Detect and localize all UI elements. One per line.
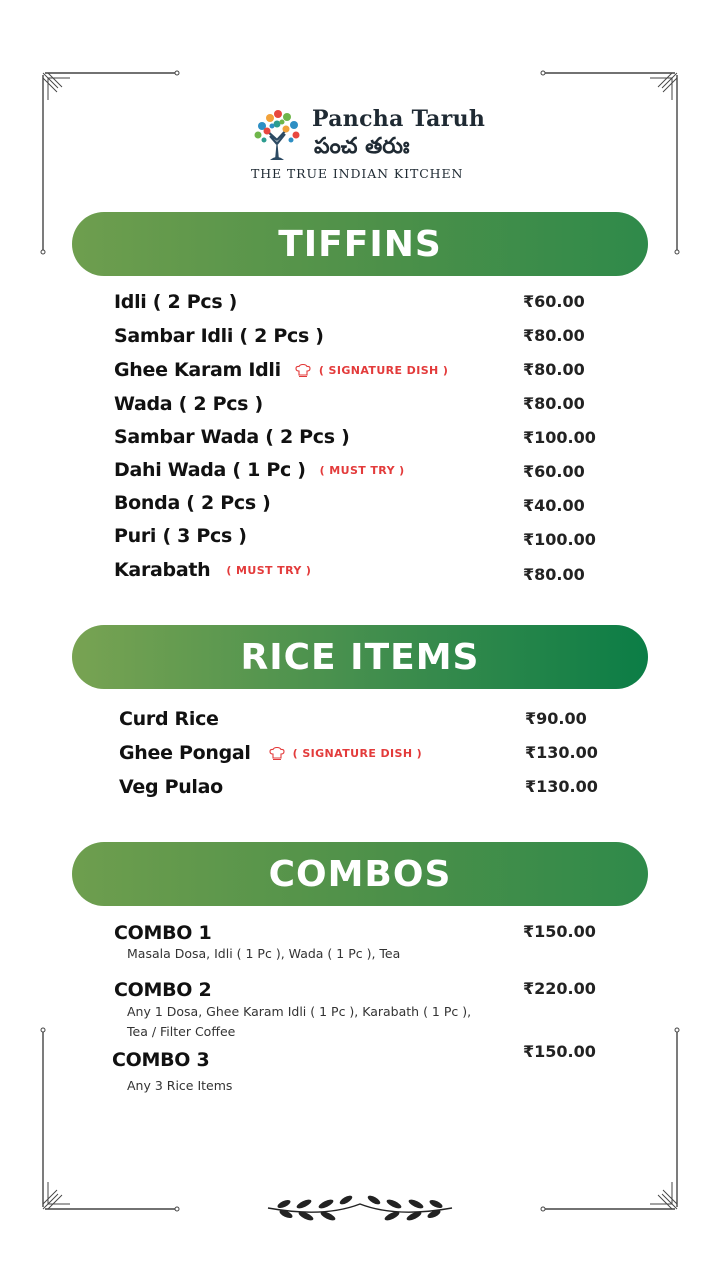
menu-item — [114, 521, 247, 551]
item-name: Sambar Wada ( 2 Pcs ) — [114, 426, 350, 448]
combo-title: COMBO 2 — [114, 979, 212, 1001]
menu-item — [114, 488, 271, 518]
combo-description: Tea / Filter Coffee — [127, 1024, 236, 1039]
combo-price: ₹150.00 — [523, 1042, 596, 1061]
item-name: Veg Pulao — [119, 776, 223, 798]
item-name: Idli ( 2 Pcs ) — [114, 291, 238, 313]
signature-dish-tag: ( SIGNATURE DISH ) — [318, 363, 449, 377]
chef-hat-icon — [295, 363, 311, 377]
combo-title: COMBO 3 — [112, 1049, 210, 1071]
menu-item — [119, 704, 219, 734]
menu-item — [119, 738, 422, 768]
item-price: ₹80.00 — [523, 326, 585, 345]
chef-hat-icon — [269, 746, 285, 760]
item-name: Puri ( 3 Pcs ) — [114, 525, 247, 547]
menu-item — [114, 455, 405, 485]
brand-tagline: THE TRUE INDIAN KITCHEN — [251, 166, 464, 181]
item-price: ₹40.00 — [523, 496, 585, 515]
brand-name-telugu: పంచ తరుః — [314, 134, 410, 159]
combo-title: COMBO 1 — [114, 922, 212, 944]
combo-description: Masala Dosa, Idli ( 1 Pc ), Wada ( 1 Pc ), Tea — [127, 946, 401, 961]
item-price: ₹60.00 — [523, 462, 585, 481]
item-name: Sambar Idli ( 2 Pcs ) — [114, 325, 324, 347]
signature-dish-tag: ( SIGNATURE DISH ) — [292, 746, 423, 760]
item-price: ₹80.00 — [523, 360, 585, 379]
item-price: ₹80.00 — [523, 565, 585, 584]
item-price: ₹130.00 — [525, 743, 598, 762]
section-title: COMBOS — [268, 853, 452, 895]
item-price: ₹100.00 — [523, 530, 596, 549]
item-price: ₹130.00 — [525, 777, 598, 796]
item-price: ₹60.00 — [523, 292, 585, 311]
item-name: Bonda ( 2 Pcs ) — [114, 492, 271, 514]
menu-item — [114, 321, 324, 351]
menu-item — [114, 287, 237, 317]
brand-logo — [248, 104, 486, 184]
item-price: ₹90.00 — [525, 709, 587, 728]
item-name: Dahi Wada ( 1 Pc ) — [114, 459, 306, 481]
item-price: ₹100.00 — [523, 428, 596, 447]
menu-item — [114, 422, 349, 452]
item-name: Curd Rice — [119, 708, 219, 730]
item-price: ₹80.00 — [523, 394, 585, 413]
section-banner-tiffins — [72, 212, 648, 276]
combo-description: Any 3 Rice Items — [127, 1078, 233, 1093]
must-try-tag: ( MUST TRY ) — [319, 463, 405, 477]
combo-price: ₹150.00 — [523, 922, 596, 941]
item-name: Wada ( 2 Pcs ) — [114, 393, 263, 415]
menu-item — [114, 555, 311, 585]
menu-item — [114, 389, 263, 419]
section-title: RICE ITEMS — [240, 636, 480, 678]
combo-description: Any 1 Dosa, Ghee Karam Idli ( 1 Pc ), Karabath ( 1 Pc ), — [127, 1004, 472, 1019]
section-banner-rice-items — [72, 625, 648, 689]
item-name: Ghee Karam Idli — [114, 359, 281, 381]
brand-name: Pancha Taruh — [312, 106, 486, 132]
item-name: Karabath — [114, 559, 211, 581]
must-try-tag: ( MUST TRY ) — [226, 563, 312, 577]
combo-price: ₹220.00 — [523, 979, 596, 998]
section-title: TIFFINS — [278, 223, 442, 265]
leaf-ornament-icon — [264, 1192, 456, 1224]
menu-item — [114, 355, 448, 385]
tree-logo-icon — [248, 104, 306, 162]
item-name: Ghee Pongal — [119, 742, 251, 764]
menu-item — [119, 772, 223, 802]
section-banner-combos — [72, 842, 648, 906]
